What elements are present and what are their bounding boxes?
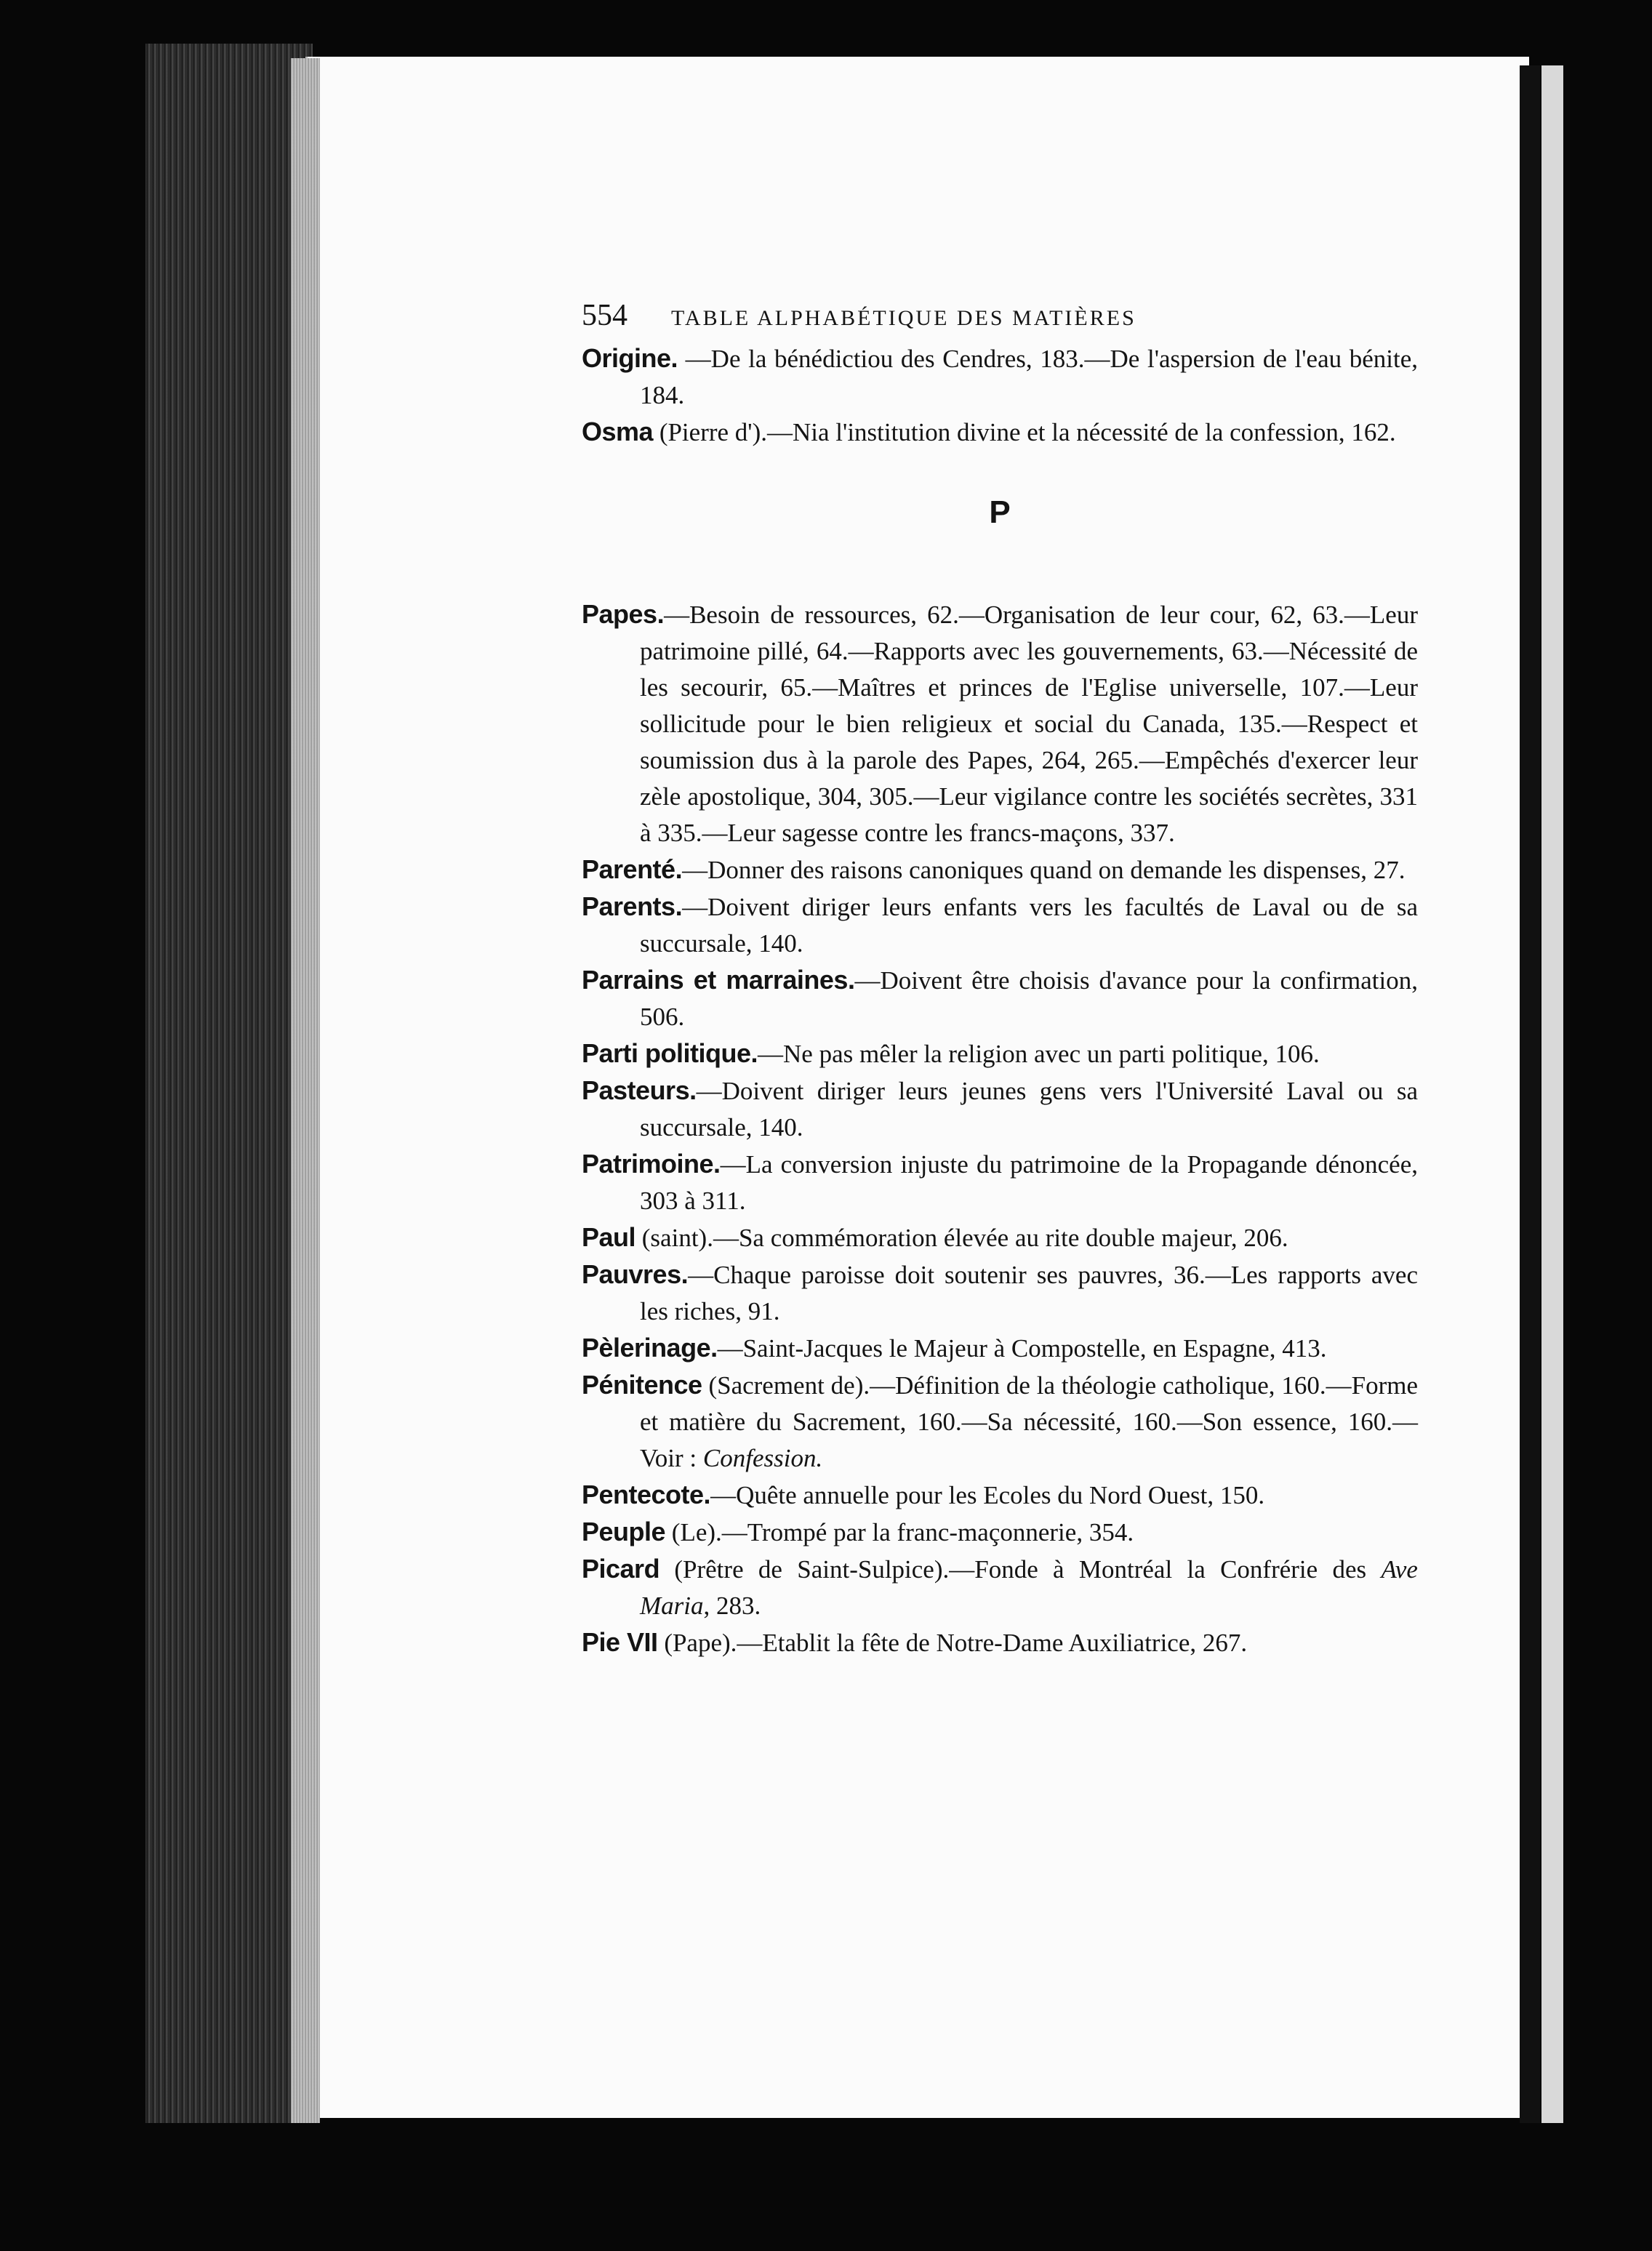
index-entry — [582, 1551, 1418, 1624]
index-text: —Doivent diriger leurs enfants vers les facultés de Laval ou de sa succursale, 140. — [640, 893, 1418, 958]
index-text-tail: , 283. — [703, 1592, 761, 1620]
index-term: Parrains et marraines. — [582, 965, 855, 995]
entries-section-p — [582, 596, 1418, 1661]
index-term: Pèlerinage. — [582, 1333, 718, 1363]
index-term: Parents. — [582, 891, 683, 921]
section-letter: P — [989, 494, 1011, 530]
index-text: —Trompé par la franc-maçonnerie, 354. — [721, 1518, 1134, 1546]
index-term: Paul — [582, 1222, 636, 1252]
gutter-shadow — [1520, 65, 1540, 2123]
index-term: Papes. — [582, 599, 665, 629]
index-entry — [582, 1477, 1418, 1514]
index-term: Parti politique. — [582, 1038, 758, 1068]
index-text: —Nia l'institution divine et la nécessité de la confession, 162. — [767, 418, 1396, 446]
index-term: Pauvres. — [582, 1259, 689, 1289]
index-cross-reference: Confession. — [702, 1444, 823, 1472]
index-entry — [582, 1330, 1418, 1367]
running-title: TABLE ALPHABÉTIQUE DES MATIÈRES — [671, 306, 1136, 330]
index-term: Pie VII — [582, 1627, 658, 1657]
index-qualifier: (saint). — [641, 1224, 713, 1252]
index-term: Patrimoine. — [582, 1149, 721, 1179]
index-text: —Doivent être choisis d'avance pour la confirmation, 506. — [640, 966, 1418, 1031]
index-entry — [582, 1514, 1418, 1551]
index-text: —Ne pas mêler la religion avec un parti politique, 106. — [758, 1040, 1320, 1068]
index-entry — [582, 596, 1418, 851]
index-entry — [582, 340, 1418, 414]
index-content — [582, 298, 1418, 1661]
index-entry — [582, 1035, 1418, 1072]
entries-before-section — [582, 340, 1418, 451]
index-entry — [582, 414, 1418, 451]
index-italic-title: Ave Maria — [640, 1555, 1418, 1620]
page-header — [582, 298, 1418, 333]
index-text: —Etablit la fête de Notre-Dame Auxiliatrice, 267. — [737, 1629, 1248, 1657]
index-entry — [582, 851, 1418, 888]
index-entry — [582, 888, 1418, 962]
index-qualifier: (Le). — [671, 1518, 722, 1546]
index-entry — [582, 1219, 1418, 1256]
index-text: —Doivent diriger leurs jeunes gens vers l'Université Laval ou sa succursale, 140. — [640, 1077, 1418, 1141]
index-text: —La conversion injuste du patrimoine de la Propagande dénoncée, 303 à 311. — [640, 1150, 1418, 1215]
index-qualifier: (Sacrement de). — [708, 1371, 870, 1400]
index-text: —De la bénédictiou des Cendres, 183.—De l'aspersion de l'eau bénite, 184. — [640, 345, 1419, 409]
index-term: Pentecote. — [582, 1480, 711, 1509]
index-qualifier: (Pape). — [664, 1629, 737, 1657]
index-text: —Saint-Jacques le Majeur à Compostelle, en Espagne, 413. — [717, 1334, 1327, 1363]
index-qualifier: (Prêtre de Saint-Sulpice). — [674, 1555, 950, 1584]
page-number: 554 — [582, 299, 627, 332]
index-text: —Fonde à Montréal la Confrérie des — [949, 1555, 1382, 1584]
index-qualifier: (Pierre d'). — [659, 418, 767, 446]
index-term: Parenté. — [582, 854, 683, 884]
page-fore-edge — [291, 58, 320, 2123]
index-entry — [582, 962, 1418, 1035]
index-text: —Besoin de ressources, 62.—Organisation de leur cour, 62, 63.—Leur patrimoine pillé, 64.—Rapports avec les gouvernements, 63.—Nécessité de les secourir, 65.—Maîtres et princes de l'Eglise universelle, 107.—Leur sollicitude pour le bien religieux et social du Canada, 135.—Respect et soumission dus à la parole des Papes, 264, 265.—Empêchés d'exercer leur zèle apostolique, 304, 305.—Leur vigilance contre les sociétés secrètes, 331 à 335.—Leur sagesse contre les francs-maçons, 337. — [640, 601, 1418, 847]
index-term: Osma — [582, 417, 654, 446]
index-entry — [582, 1146, 1418, 1219]
index-entry — [582, 1367, 1418, 1477]
index-term: Pénitence — [582, 1370, 702, 1400]
index-text: —Sa commémoration élevée au rite double majeur, 206. — [713, 1224, 1288, 1252]
facing-page-edge — [1541, 65, 1563, 2123]
index-term: Origine. — [582, 343, 678, 373]
index-term: Picard — [582, 1554, 660, 1584]
index-text: —Chaque paroisse doit soutenir ses pauvres, 36.—Les rapports avec les riches, 91. — [640, 1261, 1418, 1325]
index-entry — [582, 1624, 1418, 1661]
index-term: Pasteurs. — [582, 1075, 697, 1105]
book-page-edges — [145, 44, 313, 2123]
index-text: —Définition de la théologie catholique, 160.—Forme et matière du Sacrement, 160.—Sa nécessité, 160.—Son essence, 160.—Voir : — [640, 1371, 1418, 1472]
index-entry — [582, 1256, 1418, 1330]
index-entry — [582, 1072, 1418, 1146]
index-term: Peuple — [582, 1517, 666, 1546]
index-text: —Quête annuelle pour les Ecoles du Nord Ouest, 150. — [710, 1481, 1265, 1509]
index-text: —Donner des raisons canoniques quand on demande les dispenses, 27. — [682, 856, 1406, 884]
